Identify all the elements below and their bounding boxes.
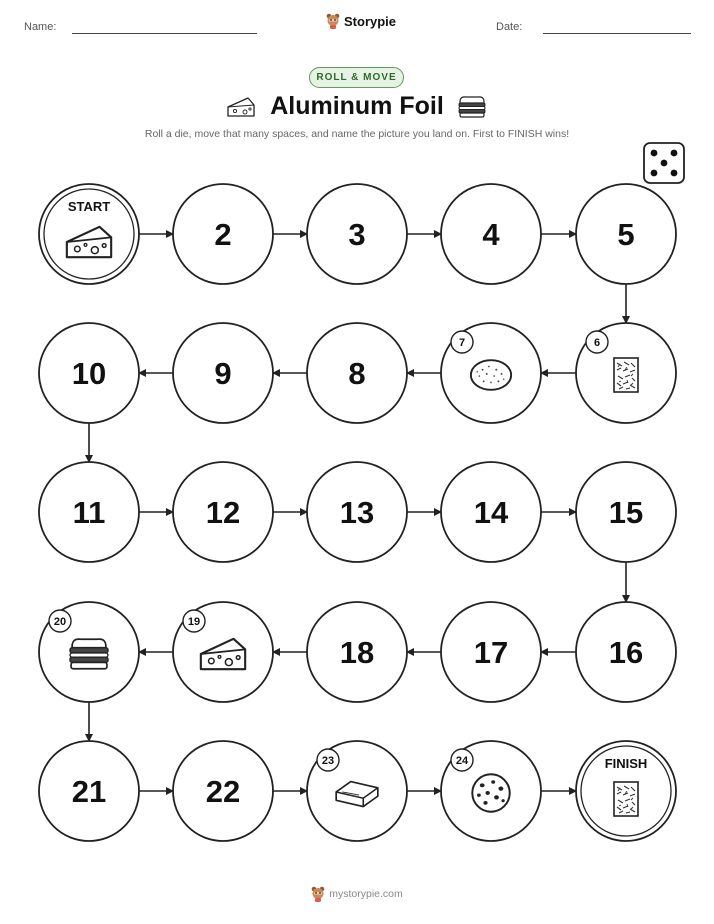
- game-type-badge: ROLL & MOVE: [309, 67, 404, 88]
- space-number: 17: [473, 635, 509, 670]
- space-number: 7: [458, 337, 466, 349]
- board-space[interactable]: [307, 323, 407, 423]
- name-label: Name:: [24, 21, 57, 33]
- board-space[interactable]: [39, 602, 139, 702]
- board-space[interactable]: [307, 741, 407, 841]
- space-number: 11: [72, 495, 106, 530]
- aluminum-foil-icon: [614, 782, 638, 816]
- board-space[interactable]: [39, 741, 139, 841]
- space-number: 15: [608, 495, 644, 530]
- space-number: 23: [321, 755, 335, 767]
- space-number: 22: [205, 774, 241, 809]
- space-number: 10: [71, 356, 107, 391]
- date-label: Date:: [496, 21, 523, 33]
- space-number: 3: [348, 217, 366, 252]
- board-space[interactable]: [173, 323, 273, 423]
- board-space[interactable]: [173, 741, 273, 841]
- dough-ball-icon: [471, 360, 511, 390]
- footer: [0, 886, 714, 902]
- board-space[interactable]: [39, 462, 139, 562]
- board-space[interactable]: [307, 462, 407, 562]
- space-number: 13: [339, 495, 375, 530]
- sandwich-icon: [70, 639, 108, 669]
- space-label: FINISH: [604, 756, 648, 771]
- start-space[interactable]: [39, 184, 139, 284]
- space-number: 6: [593, 337, 601, 349]
- space-label: START: [67, 199, 111, 214]
- board-space[interactable]: [576, 184, 676, 284]
- board-space[interactable]: [441, 741, 541, 841]
- board-space[interactable]: [441, 323, 541, 423]
- footer-site[interactable]: mystorypie.com: [329, 888, 403, 900]
- bear-mascot-icon: [311, 886, 325, 902]
- board-space[interactable]: [441, 462, 541, 562]
- finish-space[interactable]: [576, 741, 676, 841]
- space-number: 4: [482, 217, 500, 252]
- board-space[interactable]: [576, 462, 676, 562]
- brand-name: Storypie: [344, 13, 397, 29]
- board-space[interactable]: [39, 323, 139, 423]
- space-number: 24: [455, 755, 469, 767]
- board-space[interactable]: [307, 184, 407, 284]
- board-space[interactable]: [576, 602, 676, 702]
- cookie-icon: [472, 774, 509, 811]
- board-space[interactable]: [173, 602, 273, 702]
- board-space[interactable]: [441, 602, 541, 702]
- space-number: 18: [339, 635, 375, 670]
- space-number: 14: [473, 495, 509, 530]
- space-number: 21: [71, 774, 107, 809]
- space-number: 5: [617, 217, 635, 252]
- space-number: 2: [214, 217, 232, 252]
- space-number: 19: [187, 616, 201, 628]
- space-number: 12: [205, 495, 241, 530]
- board-space[interactable]: [173, 462, 273, 562]
- instructions: Roll a die, move that many spaces, and name the picture you land on. First to FINISH wins!: [144, 128, 570, 140]
- space-number: 8: [348, 356, 366, 391]
- board-space[interactable]: [307, 602, 407, 702]
- die-icon: [644, 143, 684, 183]
- aluminum-foil-icon: [614, 358, 638, 392]
- board-spaces: [39, 184, 676, 841]
- space-number: 9: [214, 356, 232, 391]
- board-space[interactable]: [441, 184, 541, 284]
- board-space[interactable]: [173, 184, 273, 284]
- page-title: Aluminum Foil: [270, 92, 444, 120]
- space-number: 16: [608, 635, 644, 670]
- space-number: 20: [53, 616, 67, 628]
- board-space[interactable]: [576, 323, 676, 423]
